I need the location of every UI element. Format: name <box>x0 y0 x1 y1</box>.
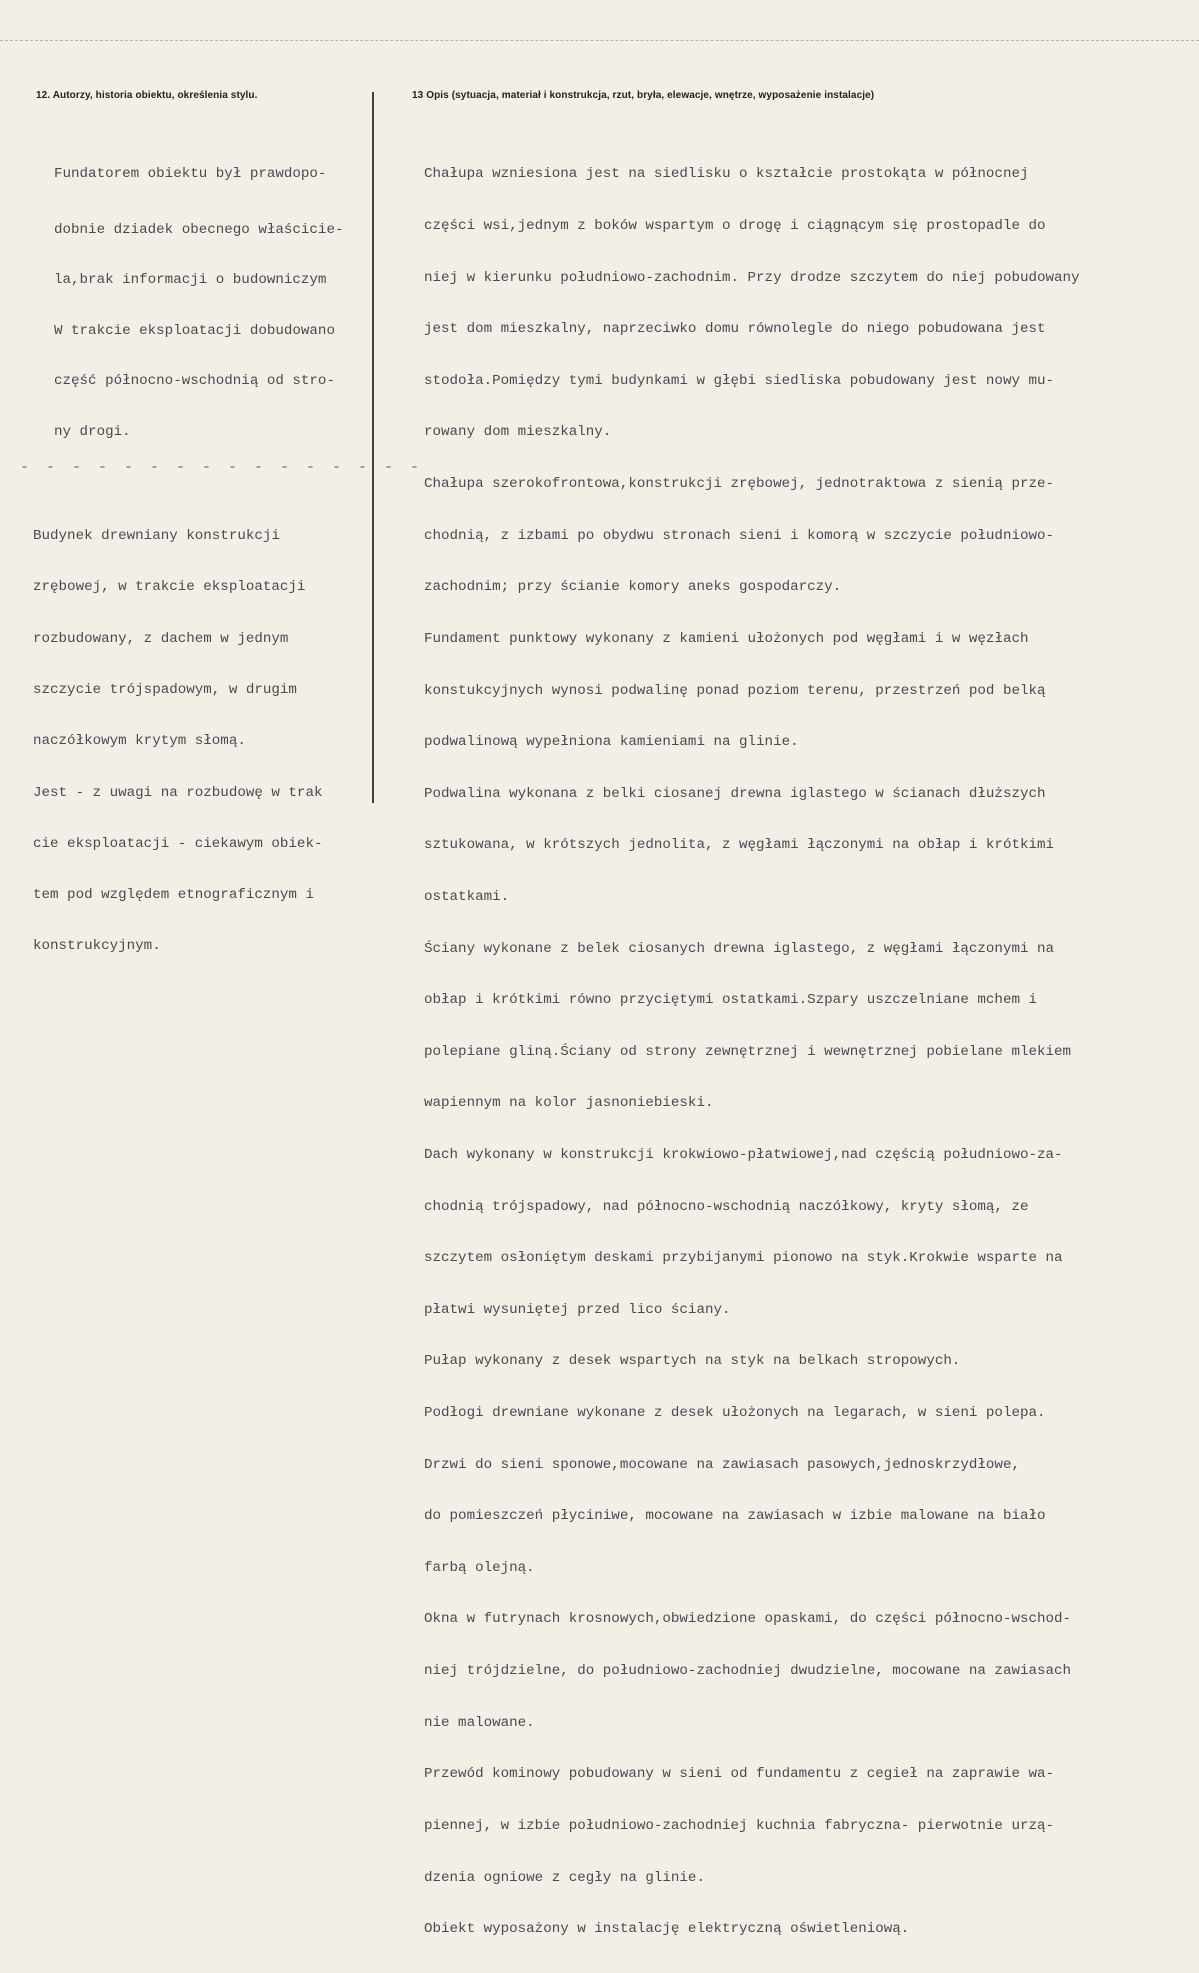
text-line: konstrukcyjnym. <box>33 938 161 955</box>
text-line: Pułap wykonany z desek wspartych na styk na belkach stropowych. <box>424 1353 961 1370</box>
text-line: W trakcie eksploatacji dobudowano <box>54 322 335 339</box>
text-line: obłap i krótkimi równo przyciętymi ostatkami.Szpary uszczelniane mchem i <box>424 992 1037 1009</box>
text-line: szczytem osłoniętym deskami przybijanymi pionowo na styk.Krokwie wsparte na <box>424 1250 1063 1267</box>
text-line: sztukowana, w krótszych jednolita, z węgłami łączonymi na obłap i krótkimi <box>424 837 1055 854</box>
text-line: Dach wykonany w konstrukcji krokwiowo-płatwiowej,nad częścią południowo-za- <box>424 1146 1063 1163</box>
text-line: Drzwi do sieni sponowe,mocowane na zawiasach pasowych,jednoskrzydłowe, <box>424 1456 1020 1473</box>
text-line: Chałupa szerokofrontowa,konstrukcji zrębowej, jednotraktowa z sienią prze- <box>424 476 1055 493</box>
dashed-separator: - - - - - - - - - - - - - - - - <box>20 459 424 476</box>
text-line: ostatkami. <box>424 888 510 905</box>
text-line: Przewód kominowy pobudowany w sieni od fundamentu z cegieł na zaprawie wa- <box>424 1766 1055 1783</box>
column-divider <box>372 92 374 803</box>
text-line: Budynek drewniany konstrukcji <box>33 528 280 545</box>
text-line: Podwalina wykonana z belki ciosanej drewna iglastego w ścianach dłuższych <box>424 785 1046 802</box>
section-heading-12: 12. Autorzy, historia obiektu, określenia stylu. <box>36 90 258 101</box>
text-line: Obiekt wyposażony w instalację elektryczną oświetleniową. <box>424 1921 910 1938</box>
text-line: tem pod względem etnograficznym i <box>33 887 314 904</box>
text-line: Fundament punktowy wykonany z kamieni ułożonych pod węgłami i w węzłach <box>424 630 1029 647</box>
text-line: konstukcyjnych wynosi podwalinę ponad poziom terenu, przestrzeń pod belką <box>424 682 1046 699</box>
description-text <box>424 132 1080 1973</box>
text-line: część północno-wschodnią od stro- <box>54 373 335 390</box>
text-line: chodnią trójspadowy, nad północno-wschodnią naczółkowy, kryty słomą, ze <box>424 1198 1029 1215</box>
text-line: rozbudowany, z dachem w jednym <box>33 630 289 647</box>
text-line: stodoła.Pomiędzy tymi budynkami w głębi siedliska pobudowany jest nowy mu- <box>424 372 1055 389</box>
style-summary-text <box>33 494 322 990</box>
text-line: Fundatorem obiektu był prawdopo- <box>54 165 327 182</box>
text-line: wapiennym na kolor jasnoniebieski. <box>424 1095 714 1112</box>
text-line: Chałupa wzniesiona jest na siedlisku o kształcie prostokąta w północnej <box>424 166 1029 183</box>
text-line: cie eksploatacji - ciekawym obiek- <box>33 835 323 852</box>
text-line: płatwi wysuniętej przed lico ściany. <box>424 1301 731 1318</box>
text-line: dzenia ogniowe z cegły na glinie. <box>424 1869 705 1886</box>
text-line: naczółkowym krytym słomą. <box>33 733 246 750</box>
text-line: ny drogi. <box>54 423 131 440</box>
text-line: części wsi,jednym z boków wspartym o drogę i ciągnącym się prostopadle do <box>424 218 1046 235</box>
text-line: farbą olejną. <box>424 1559 535 1576</box>
section-heading-13: 13 Opis (sytuacja, materiał i konstrukcja, rzut, bryła, elewacje, wnętrze, wyposażenie instalacje) <box>412 90 875 101</box>
text-line: rowany dom mieszkalny. <box>424 424 612 441</box>
text-line: chodnią, z izbami po obydwu stronach sieni i komorą w szczycie południowo- <box>424 527 1055 544</box>
text-line: podwalinową wypełniona kamieniami na glinie. <box>424 734 799 751</box>
text-line: do pomieszczeń płyciniwe, mocowane na zawiasach w izbie malowane na biało <box>424 1508 1046 1525</box>
top-dashed-rule <box>0 40 1199 41</box>
text-line: polepiane gliną.Ściany od strony zewnętrznej i wewnętrznej pobielane mlekiem <box>424 1043 1072 1060</box>
text-line: Jest - z uwagi na rozbudowę w trak <box>33 784 323 801</box>
text-line: dobnie dziadek obecnego właścicie- <box>54 221 344 238</box>
text-line: zachodnim; przy ścianie komory aneks gospodarczy. <box>424 579 842 596</box>
authors-history-text <box>54 132 343 474</box>
text-line: Okna w futrynach krosnowych,obwiedzione opaskami, do części północno-wschod- <box>424 1611 1072 1628</box>
text-line: niej trójdzielne, do południowo-zachodniej dwudzielne, mocowane na zawiasach <box>424 1663 1072 1680</box>
text-line: jest dom mieszkalny, naprzeciwko domu równolegle do niego pobudowana jest <box>424 321 1046 338</box>
text-line: niej w kierunku południowo-zachodnim. Przy drodze szczytem do niej pobudowany <box>424 269 1080 286</box>
text-line: la,brak informacji o budowniczym <box>54 272 327 289</box>
text-line: piennej, w izbie południowo-zachodniej kuchnia fabryczna- pierwotnie urzą- <box>424 1817 1055 1834</box>
text-line: szczycie trójspadowym, w drugim <box>33 682 297 699</box>
text-line: nie malowane. <box>424 1714 535 1731</box>
text-line: Podłogi drewniane wykonane z desek ułożonych na legarach, w sieni polepa. <box>424 1405 1046 1422</box>
text-line: Ściany wykonane z belek ciosanych drewna iglastego, z węgłami łączonymi na <box>424 940 1055 957</box>
text-line: zrębowej, w trakcie eksploatacji <box>33 579 306 596</box>
